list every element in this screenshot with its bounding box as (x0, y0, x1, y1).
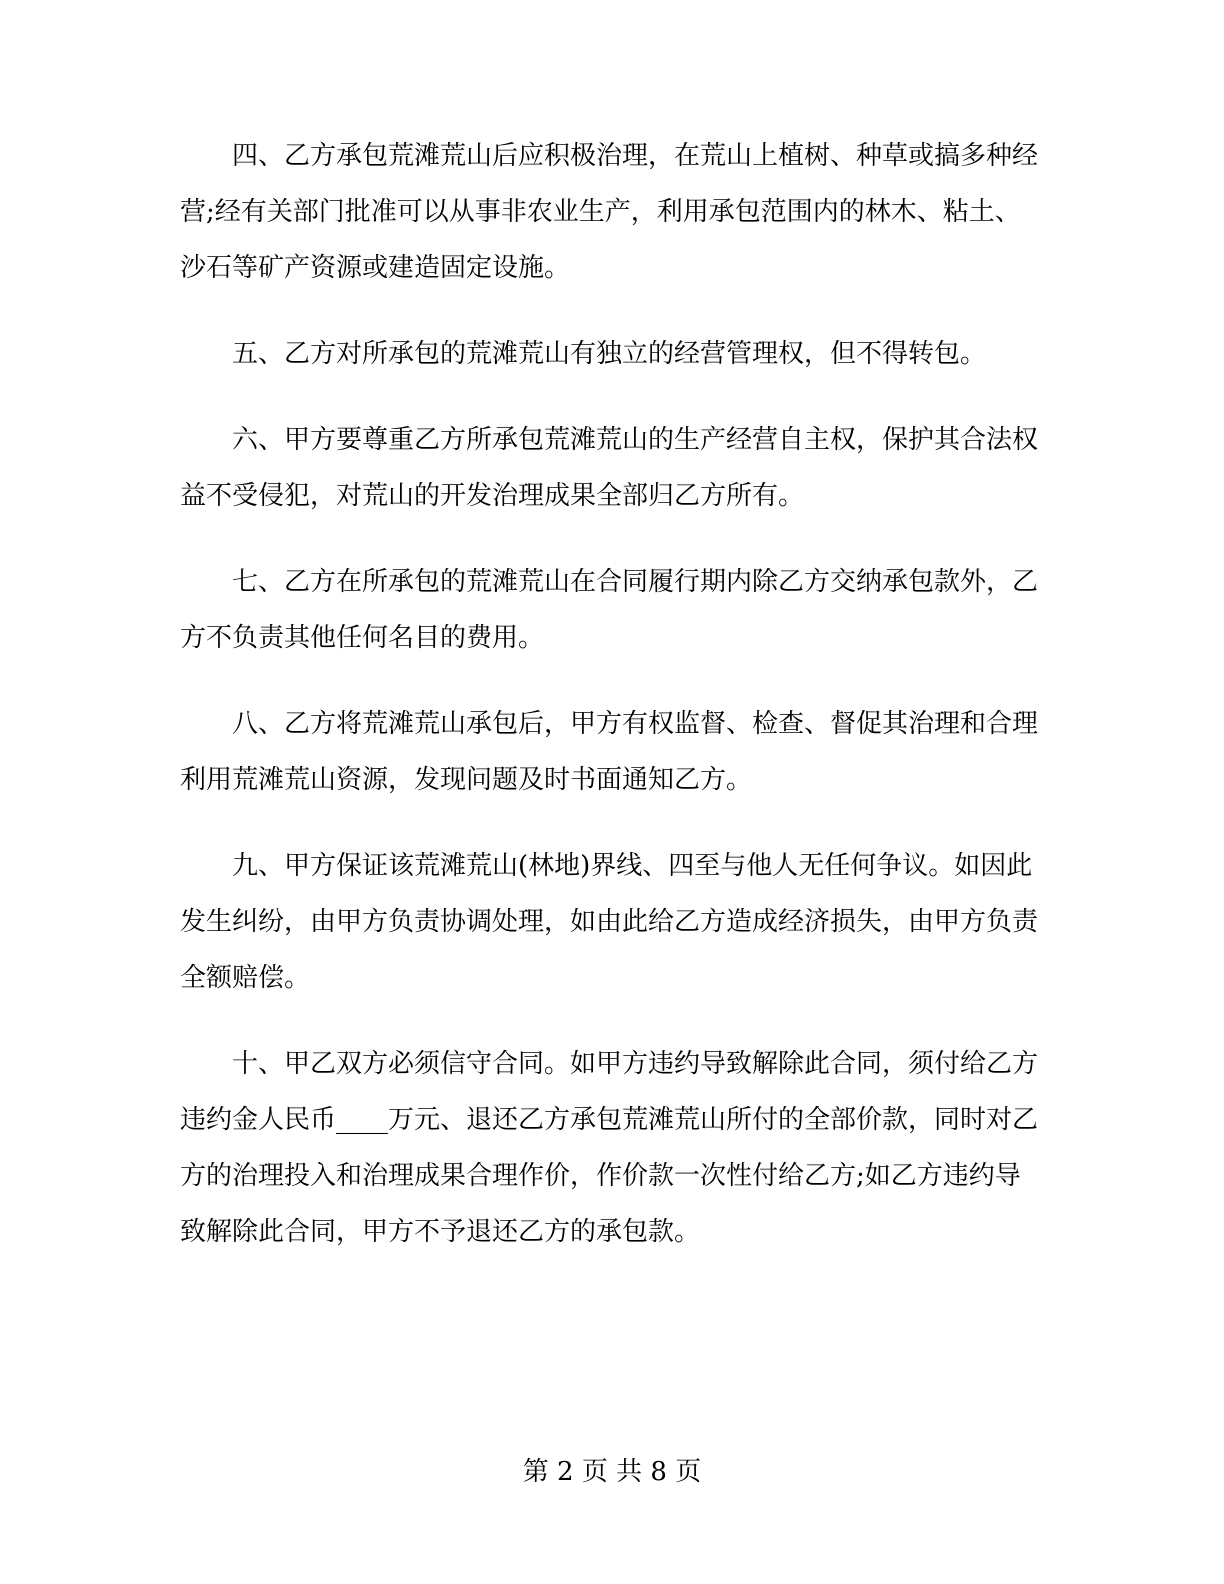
clause-9: 九、甲方保证该荒滩荒山(林地)界线、四至与他人无任何争议。如因此发生纠纷，由甲方负责协调处理，如由此给乙方造成经济损失，由甲方负责全额赔偿。 (180, 851, 1039, 993)
clause-7: 七、乙方在所承包的荒滩荒山在合同履行期内除乙方交纳承包款外，乙方不负责其他任何名目的费用。 (180, 567, 1039, 653)
clause-8: 八、乙方将荒滩荒山承包后，甲方有权监督、检查、督促其治理和合理利用荒滩荒山资源，发现问题及时书面通知乙方。 (180, 709, 1039, 795)
clause-5: 五、乙方对所承包的荒滩荒山有独立的经营管理权，但不得转包。 (232, 339, 987, 369)
clause-4: 四、乙方承包荒滩荒山后应积极治理，在荒山上植树、种草或搞多种经营;经有关部门批准可以从事非农业生产，利用承包范围内的林木、粘土、沙石等矿产资源或建造固定设施。 (180, 141, 1039, 283)
page-number: 第 2 页 共 8 页 (522, 1457, 702, 1487)
document-body (180, 128, 1044, 1290)
clause-10: 十、甲乙双方必须信守合同。如甲方违约导致解除此合同，须付给乙方违约金人民币____万元、退还乙方承包荒滩荒山所付的全部价款，同时对乙方的治理投入和治理成果合理作价，作价款一次性付给乙方;如乙方违约导致解除此合同，甲方不予退还乙方的承包款。 (180, 1049, 1039, 1247)
clause-6: 六、甲方要尊重乙方所承包荒滩荒山的生产经营自主权，保护其合法权益不受侵犯，对荒山的开发治理成果全部归乙方所有。 (180, 425, 1039, 511)
